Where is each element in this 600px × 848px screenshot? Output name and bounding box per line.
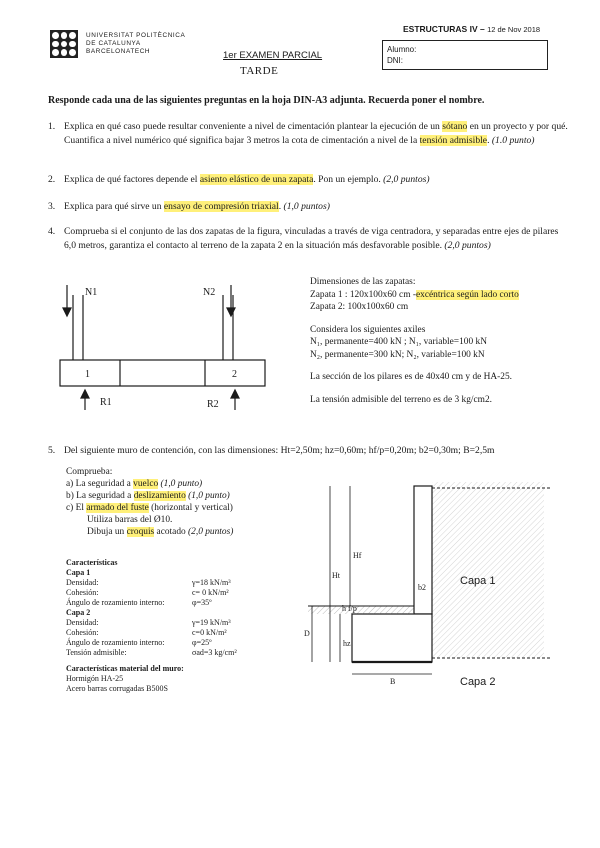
q5-tasks: [66, 466, 306, 538]
label-b: B: [390, 677, 396, 686]
r1-arrow-head: [81, 390, 89, 398]
zapata-1-dims: [310, 289, 580, 302]
retaining-wall-diagram: [300, 478, 580, 688]
q3-highlight: ensayo de compresión triaxial: [163, 201, 279, 212]
dni-label: DNI:: [387, 56, 403, 65]
course-date: [403, 24, 540, 34]
backfill-soil: [432, 482, 544, 658]
cell: Cohesión:: [66, 628, 99, 637]
zap1-highlight: excéntrica según lado corto: [415, 289, 519, 300]
footing-data: [310, 276, 580, 406]
label-hfp: h f/p: [342, 604, 357, 613]
question-1-text: [64, 120, 570, 147]
layer-1-table: [66, 578, 237, 608]
task-b: [66, 490, 306, 502]
question-2-text: [64, 173, 430, 187]
table-row: [66, 638, 243, 648]
question-3-number: 3.: [48, 201, 56, 212]
task-b-points: (1,0 punto): [185, 491, 230, 501]
university-line-3: BARCELONATECH: [86, 48, 151, 55]
q1-text-b: en un proyecto y por qué. Cuantifica a nivel numérico qué significa bajar 3 metros la cota de cimentación a nivel de la: [64, 121, 568, 146]
task-c: [66, 502, 306, 514]
task-c-line-2: Utiliza barras del Ø10.: [87, 515, 173, 525]
dims-title: Dimensiones de las zapatas:: [310, 277, 416, 287]
cell: Tensión admisible:: [66, 648, 127, 657]
table-row: [66, 618, 243, 628]
q1-text-c: .: [487, 134, 492, 146]
comprueba-label: Comprueba:: [66, 467, 113, 477]
student-box[interactable]: [382, 40, 548, 70]
cell: Ángulo de rozamiento interno:: [66, 638, 165, 647]
task-b-highlight: deslizamiento: [133, 491, 186, 501]
table-row: [66, 578, 237, 588]
label-b2: b2: [418, 583, 426, 592]
q3-text-b: .: [278, 201, 284, 212]
task-c-line-3-rest: acotado: [154, 527, 189, 537]
cell: γ=19 kN/m³: [192, 618, 231, 627]
cell: Ángulo de rozamiento interno:: [66, 598, 165, 607]
soil-admissible-stress: La tensión admisible del terreno es de 3 kg/cm2.: [310, 394, 492, 405]
label-capa-1: Capa 1: [460, 575, 496, 587]
front-soil: [308, 606, 414, 614]
axiles-title: Considera los siguientes axiles: [310, 324, 426, 335]
cell: σad=3 kg/cm²: [192, 648, 237, 657]
question-4-text: [64, 225, 570, 252]
table-row: [66, 648, 243, 658]
label-n1: N1: [85, 287, 98, 298]
university-line-2: DE CATALUNYA: [86, 40, 141, 47]
task-a-highlight: vuelco: [133, 479, 159, 489]
q2-text-a: Explica de qué factores depende el: [64, 174, 200, 185]
question-1: [48, 120, 570, 147]
label-d: D: [304, 629, 310, 638]
cell: Cohesión:: [66, 588, 99, 597]
cell: Densidad:: [66, 618, 99, 627]
layer-1-title: Capa 1: [66, 568, 91, 577]
instructions: Responde cada una de las siguientes preguntas en la hoja DIN-A3 adjunta. Recuerda poner el nombre.: [48, 95, 485, 106]
question-4-number: 4.: [48, 226, 56, 237]
footing-diagram: [55, 280, 285, 415]
zap1-text: Zapata 1 : 120x100x60 cm -: [310, 289, 416, 300]
wall-stem: [414, 486, 432, 614]
q1-highlight-tension: tensión admisible: [419, 134, 488, 146]
pillar-section: La sección de los pilares es de 40x40 cm y de HA-25.: [310, 372, 513, 382]
task-c-text: El: [75, 503, 87, 513]
q1-text-a: Explica en qué caso puede resultar conveniente a nivel de cimentación plantear la ejecución de un: [64, 121, 443, 132]
course-name: ESTRUCTURAS IV –: [403, 24, 488, 34]
task-c-rest: (horizontal y vertical): [148, 503, 233, 513]
axil-n2: N₂, permanente=300 kN; N₂, variable=100 kN: [310, 349, 485, 360]
axil-n1: N₁, permanente=400 kN ; N₁, variable=100 kN: [310, 337, 487, 347]
q2-highlight: asiento elástico de una zapata: [199, 174, 314, 185]
n2-arrow-head: [227, 308, 235, 316]
q3-points: (1,0 puntos): [283, 201, 330, 212]
q1-highlight-sotano: sótano: [442, 121, 468, 132]
exam-title: 1er EXAMEN PARCIAL: [223, 50, 323, 61]
layer-2-table: [66, 618, 243, 658]
label-r1: R1: [100, 397, 112, 408]
label-capa-2: Capa 2: [460, 676, 496, 688]
task-a-label: a): [66, 479, 74, 489]
question-5-text: Del siguiente muro de contención, con las dimensiones: Ht=2,50m; hz=0,60m; hf/p=0,20m; b2=0,30m; B=2,5m: [64, 445, 495, 456]
session-label: TARDE: [240, 65, 279, 77]
label-zapata-1: 1: [85, 369, 90, 380]
cell: c=0 kN/m²: [192, 628, 227, 637]
q2-points: (2,0 puntos): [383, 174, 430, 185]
q4-points: (2,0 puntos): [444, 239, 491, 251]
cell: φ=25º: [192, 638, 212, 647]
cell: φ=35º: [192, 598, 212, 607]
cell: Densidad:: [66, 578, 99, 587]
soil-characteristics: [66, 558, 306, 694]
characteristics-title: Características: [66, 558, 118, 567]
material-steel: Acero barras corrugadas B500S: [66, 684, 168, 693]
label-hz: hz: [343, 639, 351, 648]
task-b-label: b): [66, 491, 74, 501]
university-name: [86, 32, 185, 56]
question-5-number: 5.: [48, 445, 56, 456]
q1-points: (1.0 punto): [491, 134, 535, 146]
cell: γ=18 kN/m³: [192, 578, 231, 587]
university-line-1: UNIVERSITAT POLITÈCNICA: [86, 32, 186, 39]
student-label: Alumno:: [387, 45, 417, 54]
n1-arrow-head: [63, 308, 71, 316]
table-row: [66, 598, 237, 608]
q3-text-a: Explica para qué sirve un: [64, 201, 164, 212]
task-a-points: (1,0 punto): [158, 479, 203, 489]
question-2: [48, 173, 570, 187]
task-a-text: La seguridad a: [75, 479, 134, 489]
table-row: [66, 628, 243, 638]
question-1-number: 1.: [48, 121, 56, 132]
label-zapata-2: 2: [232, 369, 237, 380]
question-3: [48, 200, 570, 214]
task-b-text: La seguridad a: [76, 491, 134, 501]
label-n2: N2: [203, 287, 216, 298]
q2-text-b: . Pon un ejemplo.: [313, 174, 384, 185]
label-hf: Hf: [353, 551, 362, 560]
task-c-label: c): [66, 503, 74, 513]
q4-text: Comprueba si el conjunto de las dos zapatas de la figura, vinculadas a través de viga centradora, y separadas entre ejes de pilares 6,0 metros, garantiza el contacto al terreno de la zapata 2 en la situación más desfavorable posible.: [64, 226, 559, 251]
r2-arrow-head: [231, 390, 239, 398]
task-c-highlight: armado del fuste: [86, 503, 149, 513]
wall-footing: [352, 614, 432, 662]
label-r2: R2: [207, 399, 219, 410]
material-title: Características material del muro:: [66, 664, 184, 673]
table-row: [66, 588, 237, 598]
task-c-line-3: [66, 526, 306, 538]
cell: c= 0 kN/m²: [192, 588, 229, 597]
question-2-number: 2.: [48, 174, 56, 185]
task-c-line-3-text: Dibuja un: [87, 527, 127, 537]
material-concrete: Hormigón HA-25: [66, 674, 124, 683]
layer-2-title: Capa 2: [66, 608, 91, 617]
label-ht: Ht: [332, 571, 340, 580]
question-3-text: [64, 200, 330, 214]
upc-logo: [50, 30, 78, 58]
exam-date: 12 de Nov 2018: [487, 25, 541, 34]
question-5: [48, 444, 588, 458]
zapata-2-dims: Zapata 2: 100x100x60 cm: [310, 302, 409, 312]
question-4: [48, 225, 570, 252]
task-a: [66, 478, 306, 490]
task-c-highlight-croquis: croquis: [126, 527, 155, 537]
task-c-points: (2,0 puntos): [188, 527, 234, 537]
